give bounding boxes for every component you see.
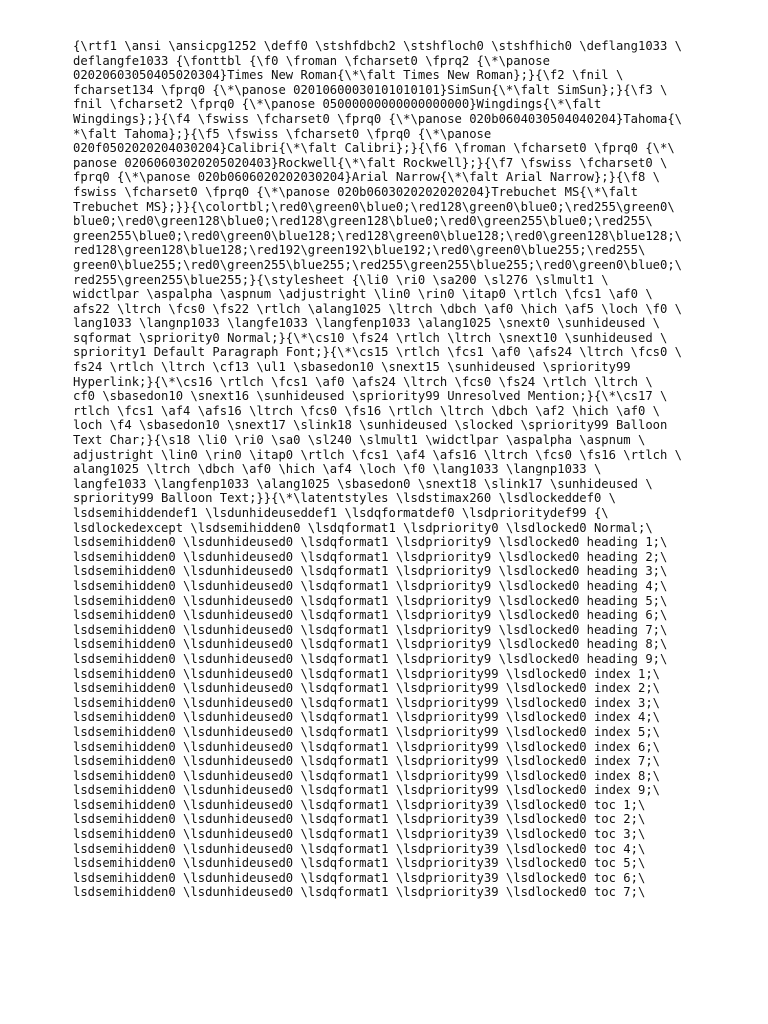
text-line: lsdsemihidden0 \lsdunhideused0 \lsdqformat1 \lsdpriority9 \lsdlocked0 heading 7;\: [73, 622, 668, 637]
text-line: sqformat \spriority0 Normal;}{\*\cs10 \fs24 \rtlch \ltrch \snext10 \sunhideused \: [73, 330, 668, 345]
text-line: fswiss \fcharset0 \fprq0 {\*\panose 020b0603020202020204}Trebuchet MS{\*\falt: [73, 184, 638, 199]
text-line: lsdsemihidden0 \lsdunhideused0 \lsdqformat1 \lsdpriority39 \lsdlocked0 toc 1;\: [73, 797, 646, 812]
text-line: Wingdings};}{\f4 \fswiss \fcharset0 \fprq0 {\*\panose 020b0604030504040204}Tahoma{\: [73, 111, 683, 126]
text-line: lsdsemihidden0 \lsdunhideused0 \lsdqformat1 \lsdpriority9 \lsdlocked0 heading 4;\: [73, 578, 668, 593]
text-line: {\rtf1 \ansi \ansicpg1252 \deff0 \stshfdbch2 \stshfloch0 \stshfhich0 \deflang1033 \: [73, 39, 683, 53]
text-line: lsdsemihidden0 \lsdunhideused0 \lsdqformat1 \lsdpriority9 \lsdlocked0 heading 1;\: [73, 535, 668, 550]
text-line: lsdsemihidden0 \lsdunhideused0 \lsdqformat1 \lsdpriority99 \lsdlocked0 index 7;\: [73, 754, 660, 769]
text-line: lsdsemihidden0 \lsdunhideused0 \lsdqformat1 \lsdpriority9 \lsdlocked0 heading 2;\: [73, 549, 668, 564]
text-line: lsdsemihidden0 \lsdunhideused0 \lsdqformat1 \lsdpriority39 \lsdlocked0 toc 6;\: [73, 870, 646, 885]
text-line: green0\blue255;\red0\green255\blue255;\red255\green255\blue255;\red0\green0\blue0;\: [73, 257, 683, 272]
rtf-source-text: [73, 39, 713, 900]
text-line: cf0 \sbasedon10 \snext16 \sunhideused \spriority99 Unresolved Mention;}{\*\cs17 \: [73, 389, 668, 404]
text-line: lsdsemihidden0 \lsdunhideused0 \lsdqformat1 \lsdpriority39 \lsdlocked0 toc 5;\: [73, 856, 646, 871]
text-line: lsdsemihidden0 \lsdunhideused0 \lsdqformat1 \lsdpriority99 \lsdlocked0 index 4;\: [73, 710, 660, 725]
text-line: rtlch \fcs1 \af4 \afs16 \ltrch \fcs0 \fs16 \rtlch \ltrch \dbch \af2 \hich \af0 \: [73, 403, 660, 418]
text-line: lsdsemihidden0 \lsdunhideused0 \lsdqformat1 \lsdpriority39 \lsdlocked0 toc 2;\: [73, 812, 646, 827]
text-line: lsdsemihidden0 \lsdunhideused0 \lsdqformat1 \lsdpriority9 \lsdlocked0 heading 9;\: [73, 651, 668, 666]
text-line: 02020603050405020304}Times New Roman{\*\falt Times New Roman};}{\f2 \fnil \: [73, 68, 624, 83]
text-line: lsdsemihidden0 \lsdunhideused0 \lsdqformat1 \lsdpriority9 \lsdlocked0 heading 8;\: [73, 637, 668, 652]
text-line: lsdsemihidden0 \lsdunhideused0 \lsdqformat1 \lsdpriority39 \lsdlocked0 toc 7;\: [73, 885, 646, 900]
text-line: *\falt Tahoma};}{\f5 \fswiss \fcharset0 \fprq0 {\*\panose: [73, 126, 492, 141]
text-line: fprq0 {\*\panose 020b0606020202030204}Arial Narrow{\*\falt Arial Narrow};}{\f8 \: [73, 170, 660, 185]
text-line: lsdsemihidden0 \lsdunhideused0 \lsdqformat1 \lsdpriority99 \lsdlocked0 index 8;\: [73, 768, 660, 783]
text-line: lsdsemihidden0 \lsdunhideused0 \lsdqformat1 \lsdpriority99 \lsdlocked0 index 2;\: [73, 681, 660, 696]
text-line: green255\blue0;\red0\green0\blue128;\red128\green0\blue128;\red0\green128\blue128;\: [73, 228, 683, 243]
text-line: spriority1 Default Paragraph Font;}{\*\cs15 \rtlch \fcs1 \af0 \afs24 \ltrch \fcs0 \: [73, 345, 683, 360]
text-line: red128\green128\blue128;\red192\green192\blue192;\red0\green0\blue255;\red255\: [73, 243, 646, 258]
text-line: spriority99 Balloon Text;}}{\*\latentstyles \lsdstimax260 \lsdlockeddef0 \: [73, 491, 616, 506]
text-line: Text Char;}{\s18 \li0 \ri0 \sa0 \sl240 \slmult1 \widctlpar \aspalpha \aspnum \: [73, 433, 646, 448]
text-line: lsdsemihidden0 \lsdunhideused0 \lsdqformat1 \lsdpriority9 \lsdlocked0 heading 6;\: [73, 608, 668, 623]
text-line: lsdsemihidden0 \lsdunhideused0 \lsdqformat1 \lsdpriority99 \lsdlocked0 index 5;\: [73, 724, 660, 739]
text-line: lsdsemihidden0 \lsdunhideused0 \lsdqformat1 \lsdpriority99 \lsdlocked0 index 9;\: [73, 783, 660, 798]
text-line: lsdsemihidden0 \lsdunhideused0 \lsdqformat1 \lsdpriority39 \lsdlocked0 toc 3;\: [73, 827, 646, 842]
text-line: lang1033 \langnp1033 \langfe1033 \langfenp1033 \alang1025 \snext0 \sunhideused \: [73, 316, 660, 331]
text-line: afs22 \ltrch \fcs0 \fs22 \rtlch \alang1025 \ltrch \dbch \af0 \hich \af5 \loch \f0 \: [73, 301, 683, 316]
text-line: lsdsemihiddendef1 \lsdunhideuseddef1 \lsdqformatdef0 \lsdprioritydef99 {\: [73, 506, 609, 520]
text-line: lsdsemihidden0 \lsdunhideused0 \lsdqformat1 \lsdpriority99 \lsdlocked0 index 3;\: [73, 695, 660, 710]
text-line: widctlpar \aspalpha \aspnum \adjustright \lin0 \rin0 \itap0 \rtlch \fcs1 \af0 \: [73, 287, 653, 302]
text-line: lsdsemihidden0 \lsdunhideused0 \lsdqformat1 \lsdpriority39 \lsdlocked0 toc 4;\: [73, 841, 646, 856]
text-line: langfe1033 \langfenp1033 \alang1025 \sbasedon0 \snext18 \slink17 \sunhideused \: [73, 476, 653, 491]
text-line: alang1025 \ltrch \dbch \af0 \hich \af4 \loch \f0 \lang1033 \langnp1033 \: [73, 462, 602, 477]
text-line: fcharset134 \fprq0 {\*\panose 02010600030101010101}SimSun{\*\falt SimSun};}{\f3 \: [73, 82, 668, 97]
text-line: fnil \fcharset2 \fprq0 {\*\panose 05000000000000000000}Wingdings{\*\falt: [73, 97, 602, 112]
text-line: lsdsemihidden0 \lsdunhideused0 \lsdqformat1 \lsdpriority9 \lsdlocked0 heading 5;\: [73, 593, 668, 608]
text-line: deflangfe1033 {\fonttbl {\f0 \froman \fcharset0 \fprq2 {\*\panose: [73, 53, 550, 68]
text-line: adjustright \lin0 \rin0 \itap0 \rtlch \fcs1 \af4 \afs16 \ltrch \fcs0 \fs16 \rtlch \: [73, 447, 683, 462]
text-line: blue0;\red0\green128\blue0;\red128\green128\blue0;\red0\green255\blue0;\red255\: [73, 214, 653, 229]
text-line: panose 02060603020205020403}Rockwell{\*\falt Rockwell};}{\f7 \fswiss \fcharset0 \: [73, 155, 668, 170]
text-line: red255\green255\blue255;}{\stylesheet {\li0 \ri0 \sa200 \sl276 \slmult1 \: [73, 272, 609, 287]
text-line: lsdsemihidden0 \lsdunhideused0 \lsdqformat1 \lsdpriority99 \lsdlocked0 index 6;\: [73, 739, 660, 754]
text-line: lsdlockedexcept \lsdsemihidden0 \lsdqformat1 \lsdpriority0 \lsdlocked0 Normal;\: [73, 520, 653, 535]
text-line: Hyperlink;}{\*\cs16 \rtlch \fcs1 \af0 \afs24 \ltrch \fcs0 \fs24 \rtlch \ltrch \: [73, 374, 653, 389]
text-line: 020f0502020204030204}Calibri{\*\falt Calibri};}{\f6 \froman \fcharset0 \fprq0 {\*\: [73, 141, 675, 156]
text-line: loch \f4 \sbasedon10 \snext17 \slink18 \sunhideused \slocked \spriority99 Balloon: [73, 418, 668, 433]
text-line: Trebuchet MS};}}{\colortbl;\red0\green0\blue0;\red128\green0\blue0;\red255\green0\: [73, 199, 675, 214]
text-line: fs24 \rtlch \ltrch \cf13 \ul1 \sbasedon10 \snext15 \sunhideused \spriority99: [73, 360, 631, 375]
text-line: lsdsemihidden0 \lsdunhideused0 \lsdqformat1 \lsdpriority99 \lsdlocked0 index 1;\: [73, 666, 660, 681]
text-line: lsdsemihidden0 \lsdunhideused0 \lsdqformat1 \lsdpriority9 \lsdlocked0 heading 3;\: [73, 564, 668, 579]
